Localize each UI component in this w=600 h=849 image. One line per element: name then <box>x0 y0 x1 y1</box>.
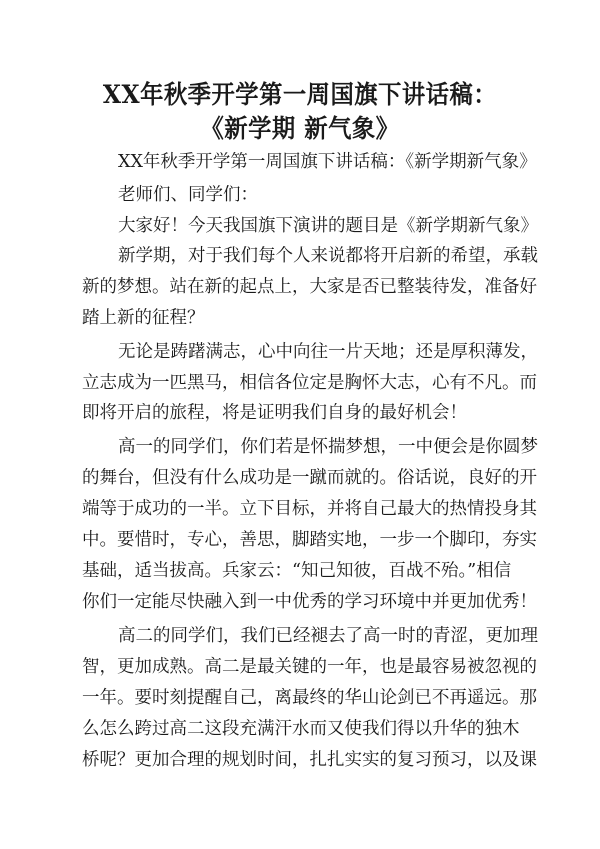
body-line: 新的梦想。站在新的起点上，大家是否已整装待发，准备好 <box>82 277 537 297</box>
body-line: 桥呢？更加合理的规划时间，扎扎实实的复习预习，以及课 <box>82 750 537 770</box>
body-line: 你们一定能尽快融入到一中优秀的学习环境中并更加优秀！ <box>82 592 537 612</box>
body-line: 大家好！今天我国旗下演讲的题目是《新学期新气象》 <box>118 216 538 236</box>
body-line: 立志成为一匹黑马，相信各位定是胸怀大志，心有不凡。而 <box>82 373 537 393</box>
body-line: 踏上新的征程？ <box>82 308 205 328</box>
body-line: 么怎么跨过高二这段充满汗水而又使我们得以升华的独木 <box>82 719 520 739</box>
body-line: 智，更加成熟。高二是最关键的一年，也是最容易被忽视的 <box>82 657 537 677</box>
body-line: 端等于成功的一半。立下目标，并将自己最大的热情投身其 <box>82 499 537 519</box>
body-line: 老师们、同学们： <box>118 185 258 205</box>
body-line: 高二的同学们，我们已经褪去了高一时的青涩，更加理 <box>118 626 538 646</box>
body-line: 一年。要时刻提醒自己，离最终的华山论剑已不再遥远。那 <box>82 688 537 708</box>
body-line: 新学期，对于我们每个人来说都将开启新的希望，承载 <box>118 246 538 266</box>
body-line: XX年秋季开学第一周国旗下讲话稿：《新学期新气象》 <box>118 152 537 172</box>
document-title-line-1: XX年秋季开学第一周国旗下讲话稿： <box>102 80 498 109</box>
body-line: 基础，适当拔高。兵家云：“知己知彼，百战不殆。”相信 <box>82 561 512 581</box>
body-line: 的舞台，但没有什么成功是一蹴而就的。俗话说，良好的开 <box>82 468 537 488</box>
body-line: 即将开启的旅程，将是证明我们自身的最好机会！ <box>82 403 467 423</box>
body-line: 高一的同学们，你们若是怀揣梦想，一中便会是你圆梦 <box>118 437 538 457</box>
body-line: 无论是踌躇满志，心中向往一片天地；还是厚积薄发， <box>118 342 538 362</box>
body-line: 中。要惜时，专心，善思，脚踏实地，一步一个脚印，夯实 <box>82 530 537 550</box>
document-title-line-2: 《新学期 新气象》 <box>200 114 400 143</box>
